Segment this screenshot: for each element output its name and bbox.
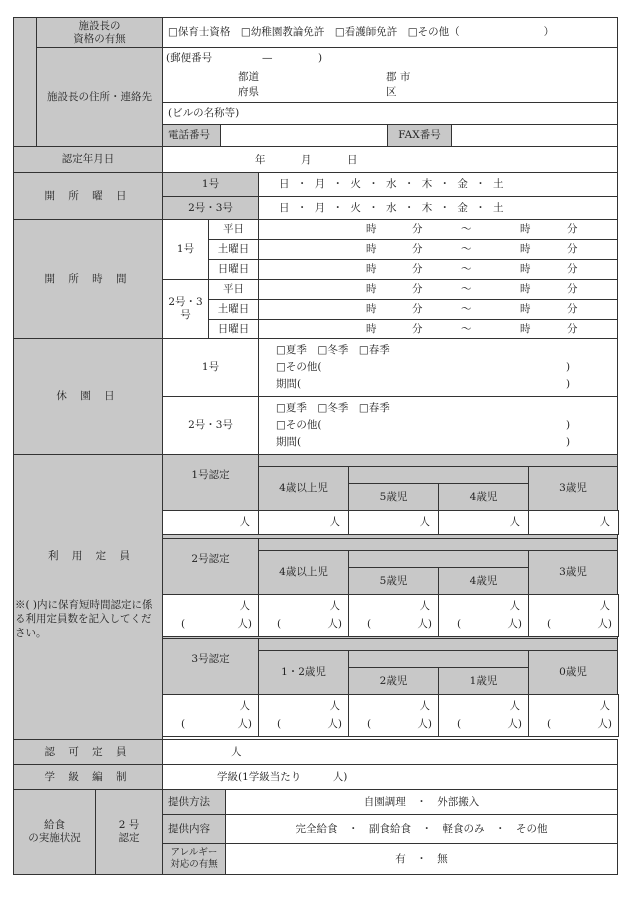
section-side-bar <box>13 17 37 147</box>
capacity-person-unit: 人 <box>239 700 250 712</box>
open-hours-start-hour: 時 <box>366 263 377 275</box>
meals-content-label-cell <box>162 814 226 844</box>
open-hours-end-minute: 分 <box>567 243 578 255</box>
open-hours-start-hour: 時 <box>366 283 377 295</box>
capacity-value-cell[interactable] <box>258 694 349 737</box>
meals-method-value: 自園調理 ・ 外部搬入 <box>363 795 480 808</box>
prefecture-line2: 府県 <box>238 86 259 98</box>
open-days-days-cell-2[interactable] <box>258 196 618 220</box>
capacity-subgroup-strip <box>348 650 529 668</box>
capacity-age-label: 2歳児 <box>379 674 408 687</box>
cert-date-day: 日 <box>347 154 358 166</box>
fax-label: FAX番号 <box>398 129 441 141</box>
qualification-label-line2: 資格の有無 <box>73 32 126 45</box>
capacity-short-open-paren: ( <box>367 718 372 730</box>
cert-date-year: 年 <box>255 154 266 166</box>
capacity-short-close-paren: 人) <box>237 618 252 630</box>
capacity-value-cell[interactable] <box>162 694 259 737</box>
fax-label-cell <box>387 124 452 147</box>
classes-value: 学級(1学級当たり 人) <box>217 771 348 783</box>
open-hours-day-label: 平日 <box>223 223 244 235</box>
capacity-label-cell <box>13 454 163 740</box>
ward-label: 区 <box>386 86 397 98</box>
holidays-group1-other: □その他( <box>276 361 322 373</box>
capacity-person-unit: 人 <box>419 600 430 612</box>
open-hours-end-hour: 時 <box>520 263 531 275</box>
building-name-cell[interactable] <box>162 102 618 125</box>
open-hours-tilde: ～ <box>461 283 472 295</box>
capacity-person-unit: 人 <box>509 516 520 528</box>
open-hours-start-minute: 分 <box>412 263 423 275</box>
capacity-short-open-paren: ( <box>547 618 552 630</box>
holidays-group2-period: 期間( <box>276 436 302 448</box>
meals-allergy-label-cell <box>162 843 226 875</box>
meals-label-line2: の実施状況 <box>28 832 81 844</box>
open-hours-end-hour: 時 <box>520 303 531 315</box>
open-hours-group2-line2: 号 <box>180 309 191 321</box>
open-hours-tilde: ～ <box>461 263 472 275</box>
capacity-age-group-label: 4歳以上児 <box>279 482 328 494</box>
capacity-age-group-label: 1・2歳児 <box>281 666 326 678</box>
capacity-subgroup-strip <box>348 550 529 568</box>
open-hours-start-minute: 分 <box>412 243 423 255</box>
postal-label: (郵便番号 <box>166 52 213 64</box>
capacity-age-label: 4歳児 <box>469 574 498 587</box>
capacity-short-open-paren: ( <box>277 718 282 730</box>
holidays-group1-other-close: ) <box>566 361 571 373</box>
open-days-type-2: 2号・3号 <box>188 201 233 214</box>
capacity-age-label: 1歳児 <box>469 674 498 687</box>
building-name-label: (ビルの名称等) <box>168 107 240 119</box>
open-hours-group1-cell <box>162 219 209 280</box>
capacity-person-unit: 人 <box>509 700 520 712</box>
capacity-short-open-paren: ( <box>367 618 372 630</box>
open-hours-time-cell[interactable] <box>258 239 618 260</box>
holidays-group1: 1号 <box>201 361 220 373</box>
holidays-group2-cell <box>162 396 259 455</box>
open-days-label-cell <box>13 172 163 220</box>
holidays-group2-other: □その他( <box>276 419 322 431</box>
open-hours-end-minute: 分 <box>567 323 578 335</box>
capacity-short-close-paren: 人) <box>327 618 342 630</box>
qualification-label-cell <box>36 17 163 48</box>
open-hours-day-cell <box>208 219 259 240</box>
capacity-value-cell[interactable] <box>348 510 439 535</box>
capacity-age-label: 0歳児 <box>559 666 587 678</box>
open-hours-start-minute: 分 <box>412 323 423 335</box>
phone-label-cell <box>162 124 221 147</box>
prefecture-line1: 都道 <box>238 71 259 83</box>
open-hours-day-cell <box>208 299 259 320</box>
open-hours-end-hour: 時 <box>520 323 531 335</box>
capacity-value-cell[interactable] <box>528 594 619 637</box>
open-days-type-cell-2 <box>162 196 259 220</box>
cert-date-month: 月 <box>301 154 312 166</box>
open-hours-start-minute: 分 <box>412 283 423 295</box>
capacity-age-group-cell <box>258 466 349 511</box>
open-hours-time-cell[interactable] <box>258 219 618 240</box>
holidays-label-cell <box>13 338 163 455</box>
capacity-person-unit: 人 <box>509 600 520 612</box>
open-days-label: 開 所 曜 日 <box>44 189 132 202</box>
capacity-value-cell[interactable] <box>528 694 619 737</box>
capacity-short-close-paren: 人) <box>417 718 432 730</box>
cert-date-value-cell[interactable] <box>162 146 618 173</box>
capacity-cert-cell <box>162 454 259 511</box>
open-hours-day-label: 土曜日 <box>217 303 250 315</box>
open-hours-day-label: 土曜日 <box>217 243 250 255</box>
holidays-group1-period: 期間( <box>276 378 302 390</box>
open-hours-day-cell <box>208 279 259 300</box>
capacity-short-close-paren: 人) <box>507 718 522 730</box>
capacity-cert-cell <box>162 638 259 695</box>
capacity-age-cell <box>438 667 529 695</box>
meals-content-value: 完全給食 ・ 副食給食 ・ 軽食のみ ・ その他 <box>295 822 548 835</box>
capacity-note: ※( )内に保育短時間認定に係る利用定員数を記入してください。 <box>15 599 153 639</box>
capacity-age-cell <box>438 483 529 511</box>
capacity-label: 利 用 定 員 <box>48 550 136 562</box>
open-hours-day-label: 日曜日 <box>217 322 250 335</box>
open-hours-end-hour: 時 <box>520 283 531 295</box>
qualification-label-line1: 施設長の <box>78 19 121 32</box>
holidays-group2: 2号・3号 <box>188 419 233 431</box>
capacity-age-group-cell <box>258 650 349 695</box>
open-hours-group1: 1号 <box>176 243 195 255</box>
capacity-value-cell[interactable] <box>348 694 439 737</box>
open-hours-day-label: 平日 <box>223 283 244 295</box>
holidays-group1-seasons: □夏季 □冬季 □春季 <box>276 344 390 356</box>
open-hours-start-hour: 時 <box>366 243 377 255</box>
open-hours-label: 開 所 時 間 <box>44 272 132 285</box>
capacity-short-close-paren: 人) <box>237 718 252 730</box>
capacity-age-cell <box>438 567 529 595</box>
holidays-group2-period-close: ) <box>566 436 571 448</box>
capacity-age-group-label: 4歳以上児 <box>279 566 328 578</box>
open-hours-tilde: ～ <box>461 323 472 335</box>
postal-close: ) <box>318 52 323 64</box>
classes-label: 学 級 編 制 <box>44 770 132 783</box>
open-hours-time-cell[interactable] <box>258 299 618 320</box>
phone-value-cell[interactable] <box>220 124 388 147</box>
open-hours-tilde: ～ <box>461 223 472 235</box>
open-days-days-2: 日 ・ 月 ・ 火 ・ 水 ・ 木 ・ 金 ・ 土 <box>279 201 506 214</box>
capacity-age-label: 3歳児 <box>559 566 587 578</box>
open-hours-tilde: ～ <box>461 243 472 255</box>
capacity-age-cell <box>348 667 439 695</box>
address-label: 施設長の住所・連絡先 <box>47 90 152 103</box>
open-hours-group2-line1: 2号・3 <box>168 296 203 308</box>
meals-allergy-value: 有 ・ 無 <box>395 852 448 865</box>
meals-allergy-label-line2: 対応の有無 <box>170 859 218 870</box>
capacity-person-unit: 人 <box>329 700 340 712</box>
capacity-value-cell[interactable] <box>438 510 529 535</box>
permitted-value: 人 <box>231 746 242 758</box>
open-days-type-cell-1 <box>162 172 259 197</box>
capacity-value-cell[interactable] <box>348 594 439 637</box>
capacity-value-cell[interactable] <box>258 594 349 637</box>
open-hours-start-hour: 時 <box>366 223 377 235</box>
capacity-person-unit: 人 <box>599 516 610 528</box>
capacity-cert-label: 2号認定 <box>191 553 230 565</box>
capacity-person-unit: 人 <box>239 516 250 528</box>
open-hours-time-cell[interactable] <box>258 259 618 280</box>
open-hours-time-cell[interactable] <box>258 279 618 300</box>
capacity-age-label: 4歳児 <box>469 490 498 503</box>
capacity-value-cell[interactable] <box>258 510 349 535</box>
capacity-short-close-paren: 人) <box>327 718 342 730</box>
open-hours-group2-cell <box>162 279 209 339</box>
capacity-short-close-paren: 人) <box>507 618 522 630</box>
capacity-person-unit: 人 <box>599 700 610 712</box>
capacity-value-cell[interactable] <box>162 510 259 535</box>
capacity-person-unit: 人 <box>329 516 340 528</box>
capacity-short-open-paren: ( <box>457 618 462 630</box>
capacity-age-cell <box>348 567 439 595</box>
capacity-age-cell <box>528 650 618 695</box>
capacity-value-cell[interactable] <box>162 594 259 637</box>
meals-cert-line2: 認定 <box>118 832 140 844</box>
cert-date-label: 認定年月日 <box>61 153 115 165</box>
meals-method-label-cell <box>162 789 226 815</box>
capacity-age-cell <box>348 483 439 511</box>
holidays-label: 休 園 日 <box>56 390 120 402</box>
open-hours-start-hour: 時 <box>366 323 377 335</box>
meals-cert-line1: 2 号 <box>118 819 140 831</box>
open-hours-end-minute: 分 <box>567 283 578 295</box>
open-hours-day-cell <box>208 259 259 280</box>
capacity-age-label: 5歳児 <box>379 490 408 503</box>
capacity-value-cell[interactable] <box>528 510 619 535</box>
open-hours-start-minute: 分 <box>412 223 423 235</box>
open-hours-start-minute: 分 <box>412 303 423 315</box>
address-label-cell <box>36 47 163 147</box>
postal-dash: — <box>262 52 273 64</box>
open-hours-label-cell <box>13 219 163 339</box>
capacity-age-label: 5歳児 <box>379 574 408 587</box>
open-days-type-1: 1号 <box>201 178 220 190</box>
open-hours-end-hour: 時 <box>520 243 531 255</box>
meals-allergy-label-line1: アレルギー <box>170 847 218 858</box>
capacity-person-unit: 人 <box>599 600 610 612</box>
open-days-days-1: 日 ・ 月 ・ 火 ・ 水 ・ 木 ・ 金 ・ 土 <box>279 178 506 190</box>
capacity-age-label: 3歳児 <box>559 482 587 494</box>
permitted-label: 認 可 定 員 <box>44 745 132 758</box>
open-hours-end-minute: 分 <box>567 303 578 315</box>
capacity-short-close-paren: 人) <box>597 718 612 730</box>
classes-label-cell <box>13 764 163 790</box>
capacity-short-open-paren: ( <box>181 718 186 730</box>
capacity-short-open-paren: ( <box>277 618 282 630</box>
capacity-person-unit: 人 <box>419 700 430 712</box>
holidays-group2-seasons: □夏季 □冬季 □春季 <box>276 402 390 414</box>
capacity-short-close-paren: 人) <box>597 618 612 630</box>
capacity-cert-label: 1号認定 <box>191 469 230 481</box>
meals-label-line1: 給食 <box>44 819 65 831</box>
open-hours-end-hour: 時 <box>520 223 531 235</box>
capacity-cert-cell <box>162 538 259 595</box>
open-days-days-cell-1[interactable] <box>258 172 618 197</box>
holidays-group2-other-close: ) <box>566 419 571 431</box>
open-hours-day-cell <box>208 239 259 260</box>
meals-label-cell <box>13 789 96 875</box>
open-hours-end-minute: 分 <box>567 223 578 235</box>
capacity-value-cell[interactable] <box>438 694 529 737</box>
capacity-age-cell <box>528 550 618 595</box>
capacity-short-open-paren: ( <box>181 618 186 630</box>
capacity-person-unit: 人 <box>419 516 430 528</box>
permitted-label-cell <box>13 739 163 765</box>
open-hours-end-minute: 分 <box>567 263 578 275</box>
capacity-subgroup-strip <box>348 466 529 484</box>
meals-allergy-value-cell[interactable] <box>225 843 618 875</box>
capacity-age-group-cell <box>258 550 349 595</box>
holidays-group1-period-close: ) <box>566 378 571 390</box>
fax-value-cell[interactable] <box>451 124 618 147</box>
capacity-age-cell <box>528 466 618 511</box>
capacity-person-unit: 人 <box>239 600 250 612</box>
capacity-value-cell[interactable] <box>438 594 529 637</box>
meals-content-value-cell[interactable] <box>225 814 618 844</box>
county-city-label: 郡 市 <box>386 71 411 83</box>
capacity-short-open-paren: ( <box>457 718 462 730</box>
open-hours-time-cell[interactable] <box>258 319 618 339</box>
capacity-cert-label: 3号認定 <box>191 653 230 665</box>
meals-cert-cell <box>95 789 163 875</box>
capacity-short-close-paren: 人) <box>417 618 432 630</box>
open-hours-day-cell <box>208 319 259 339</box>
meals-content-label: 提供内容 <box>168 822 210 835</box>
cert-date-label-cell <box>13 146 163 173</box>
holidays-group1-cell <box>162 338 259 397</box>
meals-method-value-cell[interactable] <box>225 789 618 815</box>
meals-method-label: 提供方法 <box>168 795 210 808</box>
qualification-options: □保育士資格 □幼稚園教論免許 □看護師免許 □その他（ ） <box>168 26 555 38</box>
phone-label: 電話番号 <box>168 129 210 141</box>
open-hours-day-label: 日曜日 <box>217 263 250 275</box>
open-hours-start-hour: 時 <box>366 303 377 315</box>
open-hours-tilde: ～ <box>461 303 472 315</box>
capacity-person-unit: 人 <box>329 600 340 612</box>
qualification-options-cell[interactable] <box>162 17 618 48</box>
capacity-short-open-paren: ( <box>547 718 552 730</box>
